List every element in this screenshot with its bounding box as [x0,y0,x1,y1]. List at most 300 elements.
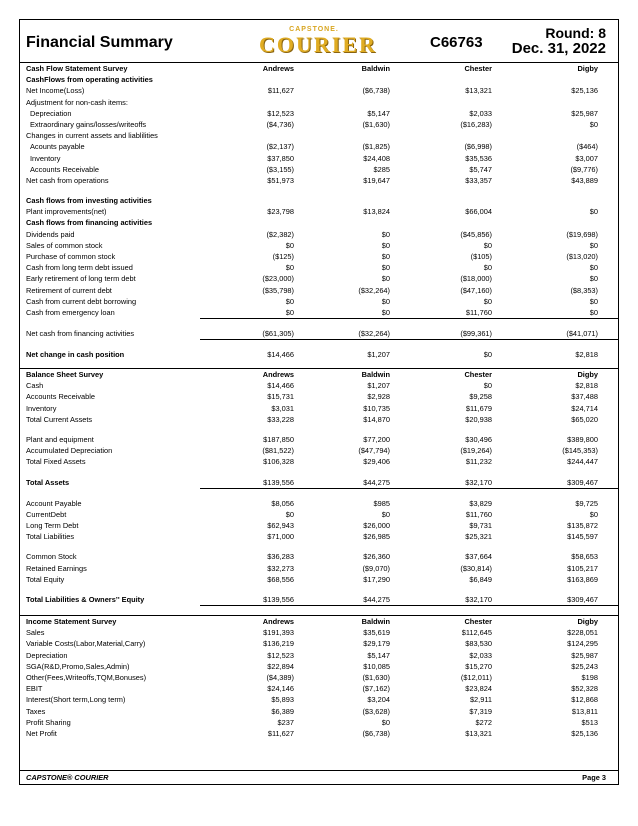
cell-andrews: $14,466 [267,350,294,360]
cell-digby: ($9,776) [570,164,598,174]
cell-chester: $25,321 [465,532,492,542]
cell-andrews: $32,273 [267,563,294,573]
cell-digby: $0 [589,207,598,217]
cell-andrews: $0 [285,509,294,519]
cell-baldwin: $0 [381,717,390,727]
cell-digby: $12,868 [571,695,598,705]
cell-chester: $13,321 [465,86,492,96]
table-row [20,498,618,509]
page-footer [20,770,618,784]
section-title: Cash Flow Statement Survey [26,64,128,73]
cell-chester: $33,357 [465,175,492,185]
row-label: Common Stock [26,552,77,562]
row-label: Accounts Receivable [30,164,100,174]
cell-andrews: ($35,798) [262,285,294,295]
cell-digby: $309,467 [567,595,598,604]
table-row [20,403,618,414]
column-header: Chester [464,617,492,626]
cell-digby: $9,725 [575,498,598,508]
cell-baldwin: $17,290 [363,574,390,584]
spacer [20,489,618,498]
row-label: Net Income(Loss) [26,86,85,96]
cell-baldwin: $0 [381,509,390,519]
cell-andrews: $12,523 [267,108,294,118]
cell-chester: $20,938 [465,414,492,424]
table-row [20,638,618,649]
page-number: Page 3 [582,773,606,782]
subsection-heading [20,195,618,206]
income-statement-section [20,615,618,739]
cell-digby: $0 [589,240,598,250]
cell-andrews: $11,627 [267,728,294,738]
table-row [20,164,618,175]
cell-digby: $105,217 [567,563,598,573]
cell-andrews: $33,228 [267,414,294,424]
report-frame [19,19,619,785]
table-row [20,717,618,728]
spacer [20,468,618,477]
cell-chester: $30,496 [465,434,492,444]
cell-baldwin: $14,870 [363,414,390,424]
round-number: Round: 8 [545,25,606,41]
page-title: Financial Summary [26,34,173,51]
cell-baldwin: $29,406 [363,457,390,467]
cell-chester: $2,911 [469,695,492,705]
section-title: Balance Sheet Survey [26,370,104,379]
cell-baldwin: $26,985 [363,532,390,542]
cell-digby: $228,051 [567,628,598,638]
cell-digby: $2,818 [575,350,598,360]
cell-andrews: $139,556 [263,477,294,487]
row-label: Total Current Assets [26,414,93,424]
table-row [20,414,618,425]
cell-digby: $25,136 [571,728,598,738]
row-label: Purchase of common stock [26,252,116,261]
cell-chester: $0 [483,350,492,360]
cell-chester: $5,747 [469,164,492,174]
cell-chester: $0 [483,240,492,250]
cell-chester: $11,760 [465,509,492,519]
table-row [20,661,618,672]
cell-digby: $52,328 [571,684,598,694]
courier-logo [259,26,377,57]
cell-chester: $32,170 [465,595,492,604]
cell-andrews: $106,328 [263,457,294,467]
cell-digby: ($8,353) [570,285,598,295]
row-label: Early retirement of long term debt [26,274,136,284]
cell-baldwin: $0 [381,229,390,239]
row-label: Retained Earnings [26,563,87,573]
balance-header-row [20,369,618,380]
cell-chester: ($16,283) [460,119,492,129]
cell-andrews: $139,556 [263,595,294,604]
row-label: Taxes [26,706,46,716]
row-label: Variable Costs(Labor,Material,Carry) [26,639,146,649]
cell-baldwin: ($32,264) [358,285,390,295]
cell-digby: $65,020 [571,414,598,424]
cell-baldwin: $3,204 [367,695,390,705]
cell-andrews: ($23,000) [262,274,294,284]
row-label: Total Equity [26,574,65,584]
cell-chester: ($99,361) [460,329,492,339]
column-header: Andrews [262,370,294,379]
row-label: Total Assets [26,477,70,487]
cell-digby: $0 [589,119,598,129]
cell-digby: $25,136 [571,86,598,96]
table-row [26,594,618,606]
spacer [20,319,618,328]
cell-baldwin: $44,275 [363,477,390,487]
column-header: Digby [577,370,598,379]
cell-digby: ($41,071) [566,329,598,339]
cell-baldwin: $24,408 [363,153,390,163]
cash-flow-header-row [20,63,618,74]
table-row [20,520,618,531]
cell-baldwin: $5,147 [367,108,390,118]
cell-digby: $37,488 [571,392,598,402]
row-label: Sales of common stock [26,240,103,250]
row-label: Acounts payable [30,142,85,152]
cell-andrews: $191,393 [263,628,294,638]
cell-baldwin: $0 [381,263,390,273]
cell-andrews: ($3,155) [266,164,294,174]
cell-digby: $244,447 [567,457,598,467]
cell-baldwin: $44,275 [363,595,390,604]
cell-digby: $3,007 [575,153,598,163]
cell-baldwin: ($9,070) [362,563,390,573]
table-row [20,153,618,164]
cell-chester: $7,319 [469,706,492,716]
column-header: Digby [577,617,598,626]
row-label: Sales [26,628,45,638]
table-row [20,175,618,186]
cell-andrews: $0 [285,307,294,317]
table-row [20,206,618,217]
cell-chester: $272 [475,717,492,727]
table-row [20,531,618,542]
cell-baldwin: $77,200 [363,434,390,444]
cell-chester: $112,645 [461,628,492,638]
cell-andrews: $0 [285,296,294,306]
row-label: Cash from long term debt issued [26,263,133,273]
cell-chester: $2,033 [469,650,492,660]
cell-digby: $24,714 [571,403,598,413]
cell-andrews: $37,850 [267,153,294,163]
table-row [20,380,618,391]
cell-digby: $124,295 [567,639,598,649]
cell-chester: ($19,264) [460,446,492,456]
cell-baldwin: $10,735 [363,403,390,413]
table-row [20,728,618,739]
table-row [20,285,618,296]
row-label: Net Profit [26,728,57,738]
cell-andrews: $136,219 [263,639,294,649]
row-label: Inventory [26,403,57,413]
cell-digby: $309,467 [567,477,598,487]
cell-andrews: $6,389 [271,706,294,716]
cell-andrews: $5,893 [271,695,294,705]
row-label: Depreciation [30,108,72,118]
cell-chester: $23,824 [465,684,492,694]
table-row [20,434,618,445]
table-row [20,251,618,262]
cell-chester: $13,321 [465,728,492,738]
cell-digby: $135,872 [567,521,598,531]
row-label: Dividends paid [26,229,75,239]
table-row [20,229,618,240]
logo-capstone-text: CAPSTONE. [289,26,339,33]
row-label: Account Payable [26,498,82,508]
column-header: Andrews [262,617,294,626]
cell-baldwin: $5,147 [367,650,390,660]
cell-chester: $0 [483,263,492,273]
cell-digby: $389,800 [567,434,598,444]
row-label: Interest(Short term,Long term) [26,695,126,705]
spacer [20,186,618,195]
cell-digby: $0 [589,263,598,273]
cell-baldwin: $0 [381,252,390,261]
cell-chester: ($47,160) [460,285,492,295]
row-label: Net cash from operations [26,175,109,185]
cell-chester: $9,731 [469,521,492,531]
row-label: EBIT [26,684,43,694]
subsection-heading [20,97,618,108]
cell-chester: $9,258 [469,392,492,402]
income-header-row [20,616,618,627]
subsection-heading [20,217,618,228]
cell-andrews: $12,523 [267,650,294,660]
table-row [26,307,618,319]
cell-chester: ($18,000) [460,274,492,284]
cell-baldwin: $0 [381,274,390,284]
table-row [20,574,618,585]
cell-andrews: ($61,305) [262,329,294,339]
cell-andrews: ($81,522) [262,446,294,456]
row-label: Cash [26,381,44,391]
row-label: Net cash from financing activities [26,329,135,339]
cell-digby: $25,987 [571,108,598,118]
table-row [20,706,618,717]
table-row [20,349,618,360]
spacer [20,340,618,349]
report-header [20,20,618,62]
cell-baldwin: ($7,162) [362,684,390,694]
row-label: Retirement of current debt [26,285,112,295]
cell-andrews: $68,556 [267,574,294,584]
cell-andrews: $36,283 [267,552,294,562]
footer-brand: CAPSTONE® COURIER [26,773,109,782]
cell-digby: $25,243 [571,661,598,671]
cell-baldwin: $1,207 [367,350,390,360]
subsection-heading [20,74,618,85]
cell-chester: $2,033 [469,108,492,118]
cell-andrews: ($4,736) [266,119,294,129]
cell-chester: $0 [483,296,492,306]
industry-code: C66763 [430,34,483,51]
table-row [20,119,618,130]
cell-chester: $15,270 [465,661,492,671]
row-label: Net change in cash position [26,350,125,360]
cell-chester: $11,679 [465,403,492,413]
table-row [20,445,618,456]
cell-andrews: ($2,382) [266,229,294,239]
row-label: Other(Fees,Writeoffs,TQM,Bonuses) [26,672,147,682]
column-header: Baldwin [361,617,390,626]
spacer [20,425,618,434]
cell-baldwin: ($1,825) [362,142,390,152]
balance-sheet-section [20,368,618,606]
cell-digby: $0 [589,274,598,284]
cell-chester: ($45,856) [460,229,492,239]
table-row [20,551,618,562]
cell-baldwin: $26,000 [363,521,390,531]
row-label: Depreciation [26,650,68,660]
cell-digby: $43,889 [571,175,598,185]
cell-digby: ($19,698) [566,229,598,239]
cell-chester: $66,004 [465,207,492,217]
round-date: Dec. 31, 2022 [511,40,606,57]
cell-baldwin: ($47,794) [358,446,390,456]
cell-baldwin: $1,207 [367,381,390,391]
column-header: Digby [577,64,598,73]
cell-digby: $145,597 [567,532,598,542]
cell-andrews: $15,731 [267,392,294,402]
cell-baldwin: $985 [373,498,390,508]
row-label: Long Term Debt [26,521,79,531]
cell-baldwin: ($1,630) [362,672,390,682]
cell-chester: ($6,998) [464,142,492,152]
cell-andrews: $62,943 [267,521,294,531]
cell-andrews: $14,466 [267,381,294,391]
table-row [20,296,618,307]
heading-text: Adjustment for non-cash items: [26,97,128,107]
heading-text: Changes in current assets and liablilities [26,131,158,141]
cell-chester: $11,232 [465,457,492,467]
heading-text: Cash flows from financing activities [26,218,153,228]
cell-digby: ($145,353) [562,446,598,456]
cell-andrews: $237 [277,717,294,727]
cell-andrews: $11,627 [267,86,294,96]
cell-baldwin: $19,647 [363,175,390,185]
cell-chester: ($12,011) [460,672,492,682]
cell-digby: ($13,020) [566,252,598,261]
logo-courier-text: COURIER [259,32,377,57]
cell-digby: $13,811 [571,706,598,716]
table-row [20,672,618,683]
cell-baldwin: $285 [373,164,390,174]
row-label: Cash from current debt borrowing [26,296,137,306]
cell-andrews: $71,000 [267,532,294,542]
row-label: Extraordinary gains/losses/writeoffs [30,119,147,129]
cell-baldwin: ($6,738) [362,86,390,96]
table-row [20,391,618,402]
cell-andrews: $8,056 [271,498,294,508]
row-label: Total Liabilities & Owners’' Equity [26,595,145,604]
column-header: Chester [464,64,492,73]
cell-digby: $2,818 [575,381,598,391]
table-row [20,509,618,520]
row-label: Inventory [30,153,61,163]
cell-andrews: $51,973 [267,175,294,185]
round-info [512,26,606,56]
cell-andrews: $0 [285,263,294,273]
cell-chester: $3,829 [469,498,492,508]
cell-andrews: $22,894 [267,661,294,671]
table-row [20,273,618,284]
cell-andrews: $187,850 [263,434,294,444]
cell-chester: $11,760 [465,307,492,317]
cell-digby: $513 [581,717,598,727]
cell-andrews: ($4,389) [266,672,294,682]
cell-andrews: ($2,137) [266,142,294,152]
table-row [20,456,618,467]
cell-chester: $37,664 [465,552,492,562]
cell-chester: $6,849 [469,574,492,584]
cell-digby: $25,987 [571,650,598,660]
cell-chester: $83,530 [465,639,492,649]
cell-baldwin: ($32,264) [358,329,390,339]
cell-digby: ($464) [576,142,598,152]
table-row [20,240,618,251]
spacer [20,542,618,551]
cell-andrews: $3,031 [271,403,294,413]
column-header: Chester [464,370,492,379]
row-label: Plant and equipment [26,434,94,444]
table-row [20,108,618,119]
row-label: Total Liabilities [26,532,75,542]
cell-andrews: $24,146 [267,684,294,694]
row-label: Profit Sharing [26,717,71,727]
table-row [26,328,618,340]
cell-digby: $163,869 [567,574,598,584]
row-label: SGA(R&D,Promo,Sales,Admin) [26,661,130,671]
row-label: Accounts Receivable [26,392,96,402]
cell-chester: $32,170 [465,477,492,487]
cell-digby: $0 [589,307,598,317]
table-row [20,141,618,152]
cell-andrews: ($125) [272,252,294,261]
row-label: Cash from emergency loan [26,307,115,317]
table-row [20,683,618,694]
cell-baldwin: $10,085 [363,661,390,671]
table-row [20,627,618,638]
table-row [20,694,618,705]
cell-chester: ($105) [470,252,492,261]
cell-chester: $0 [483,381,492,391]
column-header: Baldwin [361,370,390,379]
cell-chester: $35,536 [465,153,492,163]
cell-baldwin: $26,360 [363,552,390,562]
cell-baldwin: ($3,628) [362,706,390,716]
cell-baldwin: $2,928 [367,392,390,402]
row-label: Accumulated Depreciation [26,446,113,456]
cell-digby: $0 [589,296,598,306]
cell-digby: $58,653 [571,552,598,562]
cell-baldwin: $0 [381,307,390,317]
cell-baldwin: $29,179 [363,639,390,649]
cell-digby: $198 [581,672,598,682]
table-row [20,85,618,96]
heading-text: Cash flows from investing activities [26,196,152,206]
cell-baldwin: $13,824 [363,207,390,217]
table-row [20,262,618,273]
row-label: Plant improvements(net) [26,207,107,217]
subsection-heading [20,130,618,141]
column-header: Baldwin [361,64,390,73]
table-row [20,563,618,574]
column-header: Andrews [262,64,294,73]
table-row [26,477,618,489]
